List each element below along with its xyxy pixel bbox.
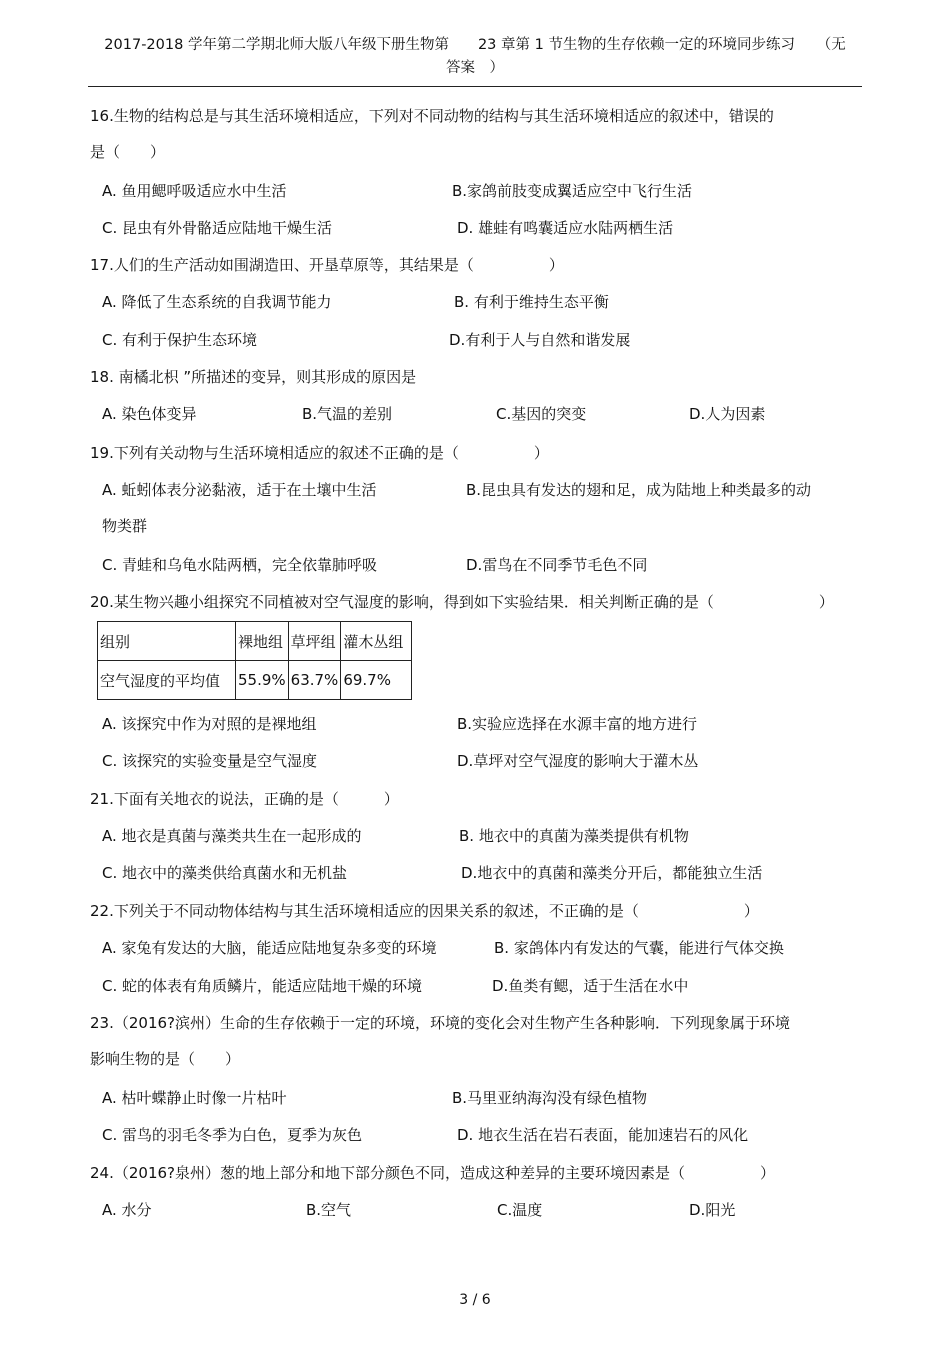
question-20-option-d: D.草坪对空气湿度的影响大于灌木丛: [457, 752, 699, 770]
table-cell: 空气湿度的平均值: [98, 661, 236, 700]
question-19-option-c: C. 青蛙和乌龟水陆两栖，完全依靠肺呼吸: [102, 556, 378, 574]
table-cell: 63.7%: [288, 661, 341, 700]
question-22-option-a: A. 家兔有发达的大脑，能适应陆地复杂多变的环境: [102, 939, 437, 957]
question-18-option-a: A. 染色体变异: [102, 405, 197, 423]
question-21-option-a: A. 地衣是真菌与藻类共生在一起形成的: [102, 827, 362, 845]
question-21-stem: 21.下面有关地衣的说法，正确的是（ ）: [90, 790, 399, 808]
question-23-option-a: A. 枯叶蝶静止时像一片枯叶: [102, 1089, 287, 1107]
question-22-option-d: D.鱼类有鳃，适于生活在水中: [492, 977, 689, 995]
question-24-option-c: C.温度: [497, 1201, 543, 1219]
question-18-stem: 18. 南橘北枳 ”所描述的变异，则其形成的原因是: [90, 368, 417, 386]
table-cell: 草坪组: [288, 622, 341, 661]
question-20-stem: 20.某生物兴趣小组探究不同植被对空气湿度的影响，得到如下实验结果．相关判断正确的是（ ）: [90, 593, 834, 611]
question-23-stem: 23.（2016?滨州）生命的生存依赖于一定的环境，环境的变化会对生物产生各种影响．下列现象属于环境: [90, 1014, 790, 1032]
question-20-option-c: C. 该探究的实验变量是空气湿度: [102, 752, 318, 770]
question-16-stem-cont: 是（ ）: [90, 143, 166, 161]
question-16-option-a: A. 鱼用鳃呼吸适应水中生活: [102, 182, 287, 200]
question-16-option-d: D. 雄蛙有鸣囊适应水陆两栖生活: [457, 219, 674, 237]
header-line-1: 2017-2018 学年第二学期北师大版八年级下册生物第 23 章第 1 节生物的生存依赖一定的环境同步练习 （无: [104, 37, 846, 53]
question-23-option-d: D. 地衣生活在岩石表面，能加速岩石的风化: [457, 1126, 749, 1144]
header-line-2: 答案 ）: [446, 60, 504, 76]
question-19-option-b-cont: 物类群: [102, 517, 148, 535]
table-cell: 组别: [98, 622, 236, 661]
header-rule: [88, 86, 862, 87]
question-23-stem-cont: 影响生物的是（ ）: [90, 1050, 241, 1068]
question-19-stem: 19.下列有关动物与生活环境相适应的叙述不正确的是（ ）: [90, 444, 549, 462]
question-16-option-c: C. 昆虫有外骨骼适应陆地干燥生活: [102, 219, 333, 237]
question-17-option-d: D.有利于人与自然和谐发展: [449, 331, 631, 349]
question-18-option-d: D.人为因素: [689, 405, 766, 423]
question-21-option-b: B. 地衣中的真菌为藻类提供有机物: [459, 827, 689, 845]
question-24-option-b: B.空气: [306, 1201, 352, 1219]
page-number: 3 / 6: [459, 1292, 491, 1308]
table-header-row: [98, 622, 412, 661]
question-24-option-d: D.阳光: [689, 1201, 736, 1219]
table-cell: 55.9%: [236, 661, 289, 700]
table-cell: 灌木丛组: [341, 622, 412, 661]
table-row: [98, 661, 412, 700]
question-24-option-a: A. 水分: [102, 1201, 152, 1219]
question-17-option-c: C. 有利于保护生态环境: [102, 331, 258, 349]
question-17-stem: 17.人们的生产活动如围湖造田、开垦草原等，其结果是（ ）: [90, 256, 564, 274]
question-22-stem: 22.下列关于不同动物体结构与其生活环境相适应的因果关系的叙述，不正确的是（ ）: [90, 902, 759, 920]
question-21-option-d: D.地衣中的真菌和藻类分开后，都能独立生活: [461, 864, 763, 882]
question-19-option-a: A. 蚯蚓体表分泌黏液，适于在土壤中生活: [102, 481, 377, 499]
humidity-table: [97, 621, 412, 700]
question-21-option-c: C. 地衣中的藻类供给真菌水和无机盐: [102, 864, 348, 882]
question-23-option-b: B.马里亚纳海沟没有绿色植物: [452, 1089, 648, 1107]
question-20-option-b: B.实验应选择在水源丰富的地方进行: [457, 715, 698, 733]
question-22-option-b: B. 家鸽体内有发达的气囊，能进行气体交换: [494, 939, 784, 957]
question-17-option-a: A. 降低了生态系统的自我调节能力: [102, 293, 332, 311]
question-19-option-b: B.昆虫具有发达的翅和足，成为陆地上种类最多的动: [466, 481, 812, 499]
question-16-option-b: B.家鸽前肢变成翼适应空中飞行生活: [452, 182, 693, 200]
question-17-option-b: B. 有利于维持生态平衡: [454, 293, 609, 311]
question-18-option-c: C.基因的突变: [496, 405, 587, 423]
table-cell: 裸地组: [236, 622, 289, 661]
table-cell: 69.7%: [341, 661, 412, 700]
question-23-option-c: C. 雷鸟的羽毛冬季为白色，夏季为灰色: [102, 1126, 363, 1144]
question-22-option-c: C. 蛇的体表有角质鳞片，能适应陆地干燥的环境: [102, 977, 423, 995]
question-16-stem: 16.生物的结构总是与其生活环境相适应，下列对不同动物的结构与其生活环境相适应的叙述中，错误的: [90, 107, 774, 125]
page-header: [88, 34, 862, 80]
question-19-option-d: D.雷鸟在不同季节毛色不同: [466, 556, 648, 574]
question-24-stem: 24.（2016?泉州）葱的地上部分和地下部分颜色不同，造成这种差异的主要环境因素是（ ）: [90, 1164, 775, 1182]
question-20-option-a: A. 该探究中作为对照的是裸地组: [102, 715, 317, 733]
question-18-option-b: B.气温的差别: [302, 405, 393, 423]
